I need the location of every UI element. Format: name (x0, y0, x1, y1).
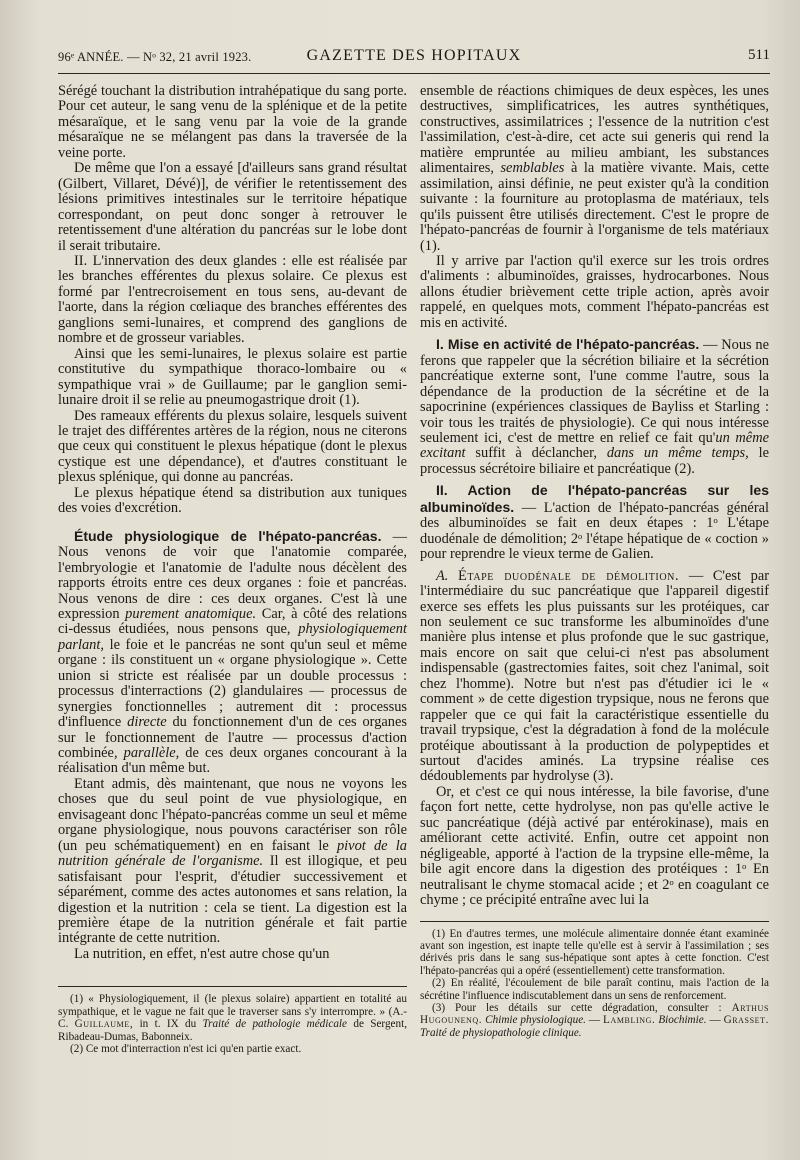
paragraph: Il y arrive par l'action qu'il exerce sur les trois ordres d'aliments : albuminoïdes, graisses, hydrocarbones. Nous allons étudier brièvement cette triple action, après avoir rappelé, en quelques mots, comment l'hépato-pancréas est mis en activité. (420, 252, 769, 331)
section-title: Étude physiologique de l'hépato-pancréas. (74, 527, 382, 544)
italic-run: Traité de physiopathologie clinique. (420, 1026, 582, 1039)
subsection-paragraph (420, 569, 769, 785)
paragraph (58, 777, 407, 947)
section-paragraph (58, 529, 407, 777)
left-column (58, 84, 407, 1055)
text-run: de Sergent, Ribadeau-Dumas, Babonneix. (58, 1018, 407, 1043)
italic-run: parallèle, (123, 745, 180, 762)
text-run: Il est illogique, et peu satisfaisant pour l'esprit, d'étudier successivement et séparément, comme des actes autonomes et sans relation, la digestion et la nutrition : cela se tient. La digestion est la première étape de la nutrition générale et fait partie intégrante de cette nutrition. (58, 853, 407, 947)
subsection-title: Étape duodénale de démolition. (458, 567, 680, 584)
text-run: (1) « Physiologiquement, il (le plexus solaire) appartient en totalité au sympathique, et le vague ne fait que le traverser sans s'y interrompre. » (A.-C. (58, 993, 407, 1031)
footnote (420, 1002, 769, 1039)
footnote: (2) En réalité, l'écoulement de bile paraît continu, mais l'action de la sécrétine l'influence indiscutablement dans un sens de renforcement. (420, 977, 769, 1002)
text-run: à la matière vivante. Mais, cette assimilation, ainsi définie, ne peut exister qu'à la condition suivante : la fourniture au protoplasma de matériaux, tels qu'ils puissent être utilisés directement. C'est le propre de l'hépato-pancréas de fournir à l'organisme de tels matériaux (1). (420, 160, 769, 254)
issue-info: 96ᵉ ANNÉE. — Nᵒ 32, 21 avril 1923. (58, 50, 252, 64)
italic-run: purement anatomique. (125, 605, 257, 622)
text-run: — L'action de l'hépato-pancréas général des albuminoïdes se fait en deux étapes : 1ᵒ L'étape duodénale de démolition; 2ᵒ l'étape hépatique de « coction » pour reprendre le vieux terme de Galien. (420, 499, 769, 563)
header-rule (58, 73, 770, 74)
italic-run: directe (127, 714, 167, 731)
author-name: Lambling. (603, 1014, 656, 1027)
paragraph: Des rameaux efférents du plexus solaire, lesquels suivent le trajet des différentes artères de la région, nous ne citerons que ceux qui constituent le plexus hépatique (dont le plexus cystique est une dépendance), et d'autres constituant le plexus splénique, qui donne au pancréas. (58, 407, 407, 486)
author-name: Arthus Hugounenq. (420, 1002, 769, 1027)
paragraph: Ainsi que les semi-lunaires, le plexus solaire est partie constitutive du sympathique thoraco-lombaire ou « sympathique vrai » de Guillaume; par le ganglion semi-lunaire droit il se relie au pneumogastrique droit (1). (58, 345, 407, 409)
text-run: ensemble de réactions chimiques de deux espèces, les unes destructives, simplificatrices, les autres synthétiques, constructives, assimilatrices ; l'essence de la nutrition c'est l'assimilation, c'est-à-dire, cet acte sui generis qui rend la matière empruntée au milieu ambiant, les substances alimentaires, (420, 83, 769, 177)
text-run: Car, à côté des relations ci-dessus étudiées, nous pensons que, (58, 605, 408, 638)
separator: — (588, 1014, 601, 1027)
text-run: suffit à déclancher, (475, 445, 597, 462)
text-run: le foie et le pancréas ne sont qu'un seul et même organe : ils constituent un « organe physiologique ». Cette union si stricte est réalisée par un double processus : processus d'interractions (2) glandulaires — processus de synergies fonctionnelles ; autrement dit : processus d'influence (58, 636, 407, 731)
italic-run: un même excitant (420, 429, 769, 462)
separator: — (709, 1014, 721, 1027)
italic-run: dans un même temps, (606, 445, 749, 462)
author-name: Guillaume, (74, 1018, 134, 1031)
right-column (420, 84, 769, 1039)
author-name: Grasset. (723, 1014, 770, 1027)
text-run: de ces deux organes concourant à la réalisation d'un même but. (58, 745, 407, 777)
paragraph (420, 84, 769, 254)
section-title: I. Mise en activité de l'hépato-pancréas. (436, 336, 700, 353)
section-paragraph (420, 337, 769, 477)
text-run: du fonctionnement d'un de ces organes sur le fonctionnement de l'autre — processus d'action combinée, (58, 714, 407, 762)
subsection-label: A. (436, 567, 449, 584)
text-run: Etant admis, dès maintenant, que nous ne voyons les choses que du seul point de vue physiologique, en envisageant donc l'hépato-pancréas comme un seul et même organe physiologique, nous pouvons caractériser son rôle (un peu schématiquement) en en faisant le (58, 775, 407, 854)
paragraph: La nutrition, en effet, n'est autre chose qu'un (74, 945, 330, 962)
journal-title: GAZETTE DES HOPITAUX (306, 47, 522, 64)
text-run: in t. IX du (139, 1018, 197, 1031)
paragraph: Le plexus hépatique étend sa distribution aux tuniques des voies d'excrétion. (58, 484, 407, 517)
italic-run: pivot de la nutrition générale de l'organisme. (58, 837, 407, 870)
paragraph: De même que l'on a essayé [d'ailleurs sans grand résultat (Gilbert, Villaret, Dévé)], de vérifier le retentissement des lésions primitives intestinales sur le territoire hépatique correspondant, on peut donc songer à retrouver le retentissement d'une altération du pancréas sur le lobe dont il serait tributaire. (58, 160, 407, 254)
paragraph: Or, et c'est ce qui nous intéresse, la bile favorise, d'une façon fort nette, cette hydrolyse, non pas qu'elle active le suc pancréatique (déjà activé par entérokinase), mais en améliorant cette activité. Enfin, outre cet appoint non négligeable, apporté à l'action de la trypsine elle-même, la bile agit encore dans la digestion des protéiques : 1ᵒ En neutralisant le chyme stomacal acide ; et 2ᵒ en coagulant ce chyme ; ce précipité entraîne avec lui la (420, 783, 769, 909)
footnote-rule (420, 921, 769, 922)
italic-run: Traité de pathologie médicale (202, 1018, 348, 1031)
footnote-rule (58, 986, 407, 987)
footnote: (2) Ce mot d'interraction n'est ici qu'en partie exact. (70, 1043, 302, 1055)
text-run: (3) Pour les détails sur cette dégradation, consulter : (432, 1002, 722, 1014)
paragraph: II. L'innervation des deux glandes : elle est réalisée par les branches efférentes du plexus solaire. Ce plexus est formé par l'entrecroisement en tous sens, au-devant de l'aorte, dans la région cœliaque des branches efférentes des ganglions semi-lunaires, et comprend des ganglions de nombre et de grosseur variables. (58, 252, 407, 347)
text-run: le processus sécrétoire biliaire et pancréatique (2). (420, 445, 769, 477)
text-run: — Nous ne ferons que rappeler que la sécrétion biliaire et la sécrétion pancréatique externe sont, l'une comme l'autre, sous la dépendance de la production de la sécrétine et de la sapocrinine (expériences classiques de Bayliss et Starling : voir tous les traités de physiologie). Ce qui nous intéresse seulement ici, c'est de mettre en relief ce fait qu' (420, 337, 769, 446)
paragraph: Sérégé touchant la distribution intrahépatique du sang porte. Pour cet auteur, le sang venu de la splénique et de la petite mésaraïque, et le sang venu par la voie de la grande mésaraïque ne se mélangent pas dans la traversée de la veine porte. (58, 83, 407, 161)
section-title: II. Action de l'hépato-pancréas sur les albuminoïdes. (420, 482, 769, 515)
text-run: — Nous venons de voir que l'anatomie comparée, l'embryologie et l'anatomie de l'adulte nous décèlent des rapports étroits entre ces deux organes : foie et pancréas. Nous venons de dire : ces deux organes. C'est là une expression (58, 528, 407, 622)
italic-run: physiologiquement parlant, (58, 621, 407, 653)
page-number: 511 (748, 47, 770, 63)
footnote: (1) En d'autres termes, une molécule alimentaire donnée étant examinée avant son ingestion, est inapte telle qu'elle est à servir à l'assimilation ; ses dérivés pris dans le sang sus-hépatique sont aptes à cette fonction. C'est l'hépato-pancréas qui a opéré (essentiellement) cette transformation. (420, 927, 769, 977)
italic-run: Chimie physiologique. (485, 1014, 586, 1027)
footnote (58, 993, 407, 1043)
page-header (58, 46, 770, 68)
italic-run: semblables (500, 160, 565, 177)
text-run: — C'est par l'intermédiaire du suc pancréatique que l'appareil digestif exerce ses effets les plus puissants sur les protéiques, car non seulement ce suc transforme les albuminoïdes d'une manière plus intense et plus profonde que le suc gastrique, mais encore on sait que celui-ci n'est pas absolument indispensable (gastrectomies faites, soit chez l'animal, soit chez l'homme). Notre but n'est pas d'étudier ici le « comment » de cette digestion trypsique, nous ne ferons que rappeler que ce qui fait la caractéristique essentielle du travail trypsique, c'est la dégradation à fond de la molécule protéique aboutissant à la production de polypeptides et surtout d'acides aminés. La trypsine réalise ces dédoublements par hydrolyse (3). (420, 567, 769, 785)
section-paragraph (420, 483, 769, 562)
italic-run: Biochimie. (658, 1014, 707, 1027)
